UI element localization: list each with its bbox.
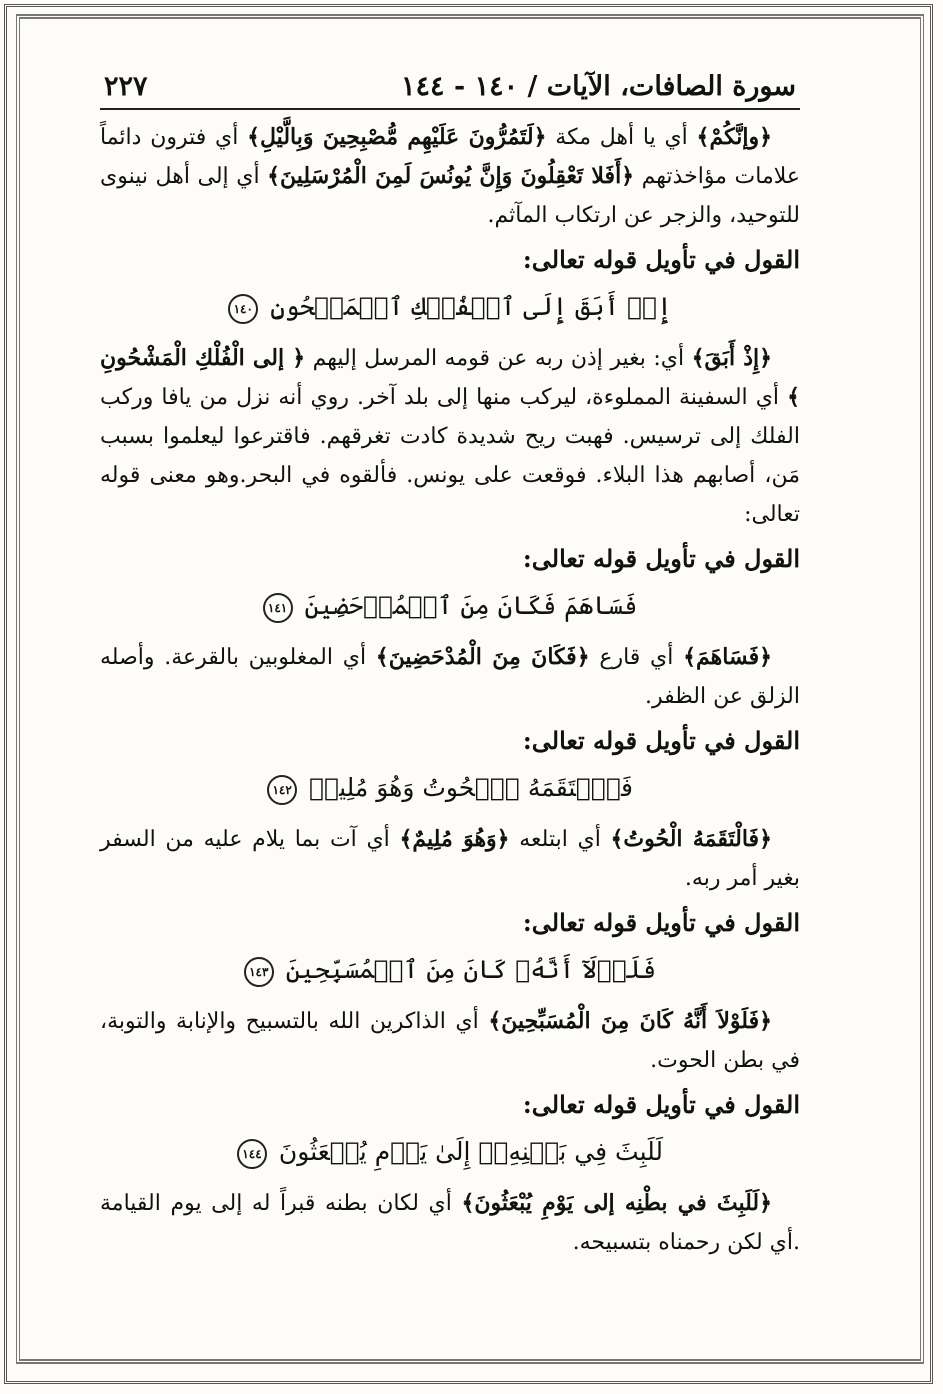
quran-quote: ﴿فَكَانَ مِنَ الْمُدْحَضِينَ﴾ [375, 644, 590, 670]
commentary-paragraph [100, 1184, 800, 1262]
commentary-text: أي السفينة المملوءة، ليركب منها إلى بلد آخر. روي أنه نزل من يافا وركب الفلك إلى ترسيس. فهبت ريح شديدة كادت تغرقهم. فاقترعوا ليعلموا بسبب مَن، أصابهم هذا البلاء. فوقعت على يونس. فألقوه في البحر.وهو معنى قوله تعالى: [100, 385, 800, 527]
tafsir-section [100, 241, 800, 534]
quran-quote: ﴿فَسَاهَمَ﴾ [683, 644, 772, 670]
quran-quote: ﴿فَالْتَقَمَهُ الْحُوتُ﴾ [610, 826, 772, 852]
quran-quote: ﴿إِذْ أَبَقَ﴾ [691, 345, 773, 371]
quran-quote: ﴿فَلَوْلاَ أَنَّهُ كَانَ مِنَ الْمُسَبِّحِينَ﴾ [488, 1008, 772, 1034]
quran-quote: ﴿وَهُوَ مُلِيمٌ﴾ [399, 826, 510, 852]
ayah-verse [100, 283, 800, 331]
section-heading: القول في تأويل قوله تعالى: [522, 544, 800, 573]
quran-quote: ﴿أَفَلا تَعْقِلُونَ وَإِنَّ يُونُسَ لَمِنَ الْمُرْسَلِينَ﴾ [267, 163, 635, 189]
intro-paragraph [100, 118, 800, 235]
commentary-text: أي لكان بطنه قبراً له إلى يوم القيامة .أي لكن رحمناه بتسبيحه. [100, 1191, 800, 1255]
ayah-verse [100, 764, 800, 812]
quran-quote: ﴿لَتَمُرُّونَ عَلَيْهِم مُّصْبِحِينَ وَبِالَّيْلِ﴾ [247, 124, 547, 150]
commentary-paragraph [100, 638, 800, 716]
ayah-number-badge: ١٤٣ [244, 957, 274, 987]
commentary-text: أي ابتلعه [509, 827, 611, 852]
tafsir-section [100, 904, 800, 1080]
commentary-text: أي الذاكرين الله بالتسبيح والإنابة والتوبة، في بطن الحوت. [100, 1009, 800, 1073]
commentary-paragraph [100, 820, 800, 898]
ayah-number-badge: ١٤٢ [267, 775, 297, 805]
tafsir-section [100, 540, 800, 716]
ayah-text: فَلَوۡلَآ أَنَّهُۥ كَانَ مِنَ ٱلۡمُسَبِّحِينَ [285, 955, 657, 984]
ayah-text: لَلَبِثَ فِي بَطۡنِهِۦٓ إِلَىٰ يَوۡمِ يُبۡعَثُونَ [278, 1137, 664, 1166]
ayah-verse [100, 1128, 800, 1176]
section-heading: القول في تأويل قوله تعالى: [522, 726, 800, 755]
page-number: ٢٢٧ [104, 71, 148, 102]
book-page [100, 60, 800, 1350]
running-title: سورة الصافات، الآيات / ١٤٠ - ١٤٤ [401, 71, 796, 102]
quran-quote: ﴿وإنَّكُمْ﴾ [696, 124, 772, 150]
commentary-paragraph [100, 1002, 800, 1080]
ayah-number-badge: ١٤١ [263, 593, 293, 623]
running-header [100, 60, 800, 110]
section-heading: القول في تأويل قوله تعالى: [522, 245, 800, 274]
ayah-text: فَٱلۡتَقَمَهُ ٱلۡحُوتُ وَهُوَ مُلِيمٞ [309, 773, 633, 802]
commentary-text: أي المغلوبين بالقرعة. وأصله الزلق عن الظفر. [100, 645, 800, 709]
ayah-text: إِذۡ أَبَقَ إِلَى ٱلۡفُلۡكِ ٱلۡمَشۡحُونِ [270, 292, 672, 321]
commentary-text: أي آت بما يلام عليه من السفر بغير أمر ربه. [100, 827, 800, 891]
ayah-verse [100, 582, 800, 630]
quran-quote: ﴿ إلى الْفُلْكِ الْمَشْحُونِ ﴾ [100, 345, 800, 410]
section-heading: القول في تأويل قوله تعالى: [522, 908, 800, 937]
ayah-verse [100, 946, 800, 994]
ayah-number-badge: ١٤٠ [228, 294, 258, 324]
commentary-paragraph [100, 339, 800, 534]
section-heading: القول في تأويل قوله تعالى: [522, 1090, 800, 1119]
tafsir-section [100, 722, 800, 898]
ayah-number-badge: ١٤٤ [237, 1139, 267, 1169]
commentary-text: أي فترون دائماً علامات مؤاخذتهم [100, 125, 800, 189]
commentary-text: أي: بغير إذن ربه عن قومه المرسل إليهم [305, 346, 692, 371]
quran-quote: ﴿لَلَبِثَ في بطْنِه إلى يَوْمِ يُبْعَثُونَ﴾ [461, 1190, 773, 1216]
ayah-text: فَسَاهَمَ فَكَانَ مِنَ ٱلۡمُدۡحَضِينَ [304, 591, 638, 620]
commentary-text: أي إلى أهل نينوى للتوحيد، والزجر عن ارتكاب المآثم. [100, 164, 800, 228]
commentary-text: أي قارع [589, 645, 684, 670]
commentary-text: أي يا أهل مكة [546, 125, 697, 150]
tafsir-section [100, 1086, 800, 1262]
